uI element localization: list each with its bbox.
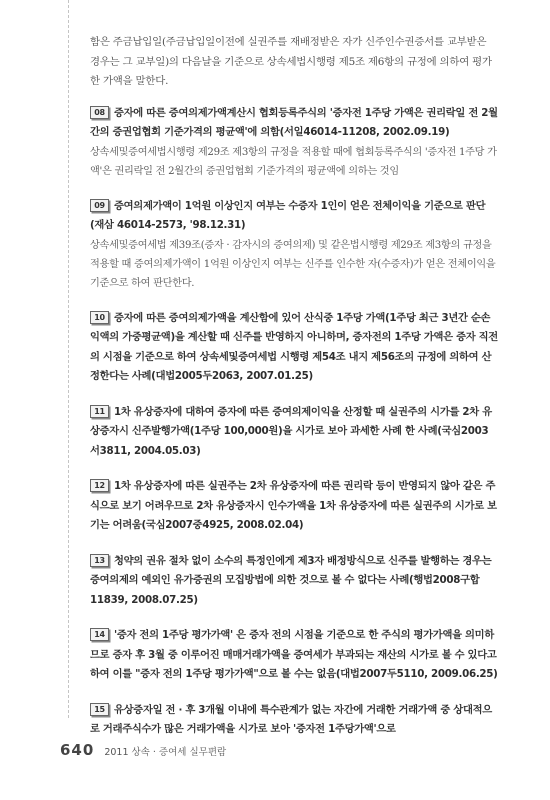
case-title [90, 309, 498, 387]
page-number: 640 [60, 741, 95, 759]
margin-rule [68, 0, 70, 718]
case-entry-12 [90, 477, 498, 536]
case-entry-08 [90, 104, 498, 181]
case-title [90, 104, 498, 143]
case-number-badge: 11 [90, 405, 109, 418]
case-title-text: 1차 유상증자에 따른 실권주는 2차 유상증자에 따른 권리락 등이 반영되지 않아 같은 주식으로 보기 어려우므로 2차 유상증자시 인수가액을 1차 유상증자에 따른 실권주의 시가로 보기는 어려움(국심2007중4925, 2008.02.04) [90, 480, 497, 531]
case-title [90, 197, 498, 236]
page-content [90, 33, 498, 756]
case-title [90, 701, 498, 740]
case-number-badge: 09 [90, 199, 109, 212]
case-entry-11 [90, 403, 498, 462]
case-body: 상속세및증여세법 제39조(증자 · 감자시의 증여의제) 및 같은법시행령 제29조 제3항의 규정을 적용할 때 증여의제가액이 1억원 이상인지 여부는 신주를 인수한 자(수증자)가 얻은 전체이익을 기준으로 하여 판단한다. [90, 239, 496, 289]
case-number-badge: 13 [90, 554, 109, 567]
case-title-text: 증여의제가액이 1억원 이상인지 여부는 수증자 1인이 얻은 전체이익을 기준으로 판단(재삼 46014-2573, '98.12.31) [90, 199, 486, 231]
case-title [90, 403, 498, 462]
case-entry-14 [90, 626, 498, 685]
case-body: 상속세및증여세법시행령 제29조 제3항의 규정을 적용할 때에 협회등록주식의 '증자전 1주당 가액'은 권리락일 전 2월간의 증권업협회 기준가격의 평균액에 의하는 것임 [90, 146, 497, 177]
case-title [90, 477, 498, 536]
case-entry-13 [90, 552, 498, 611]
case-title-text: 증자에 따른 증여의제가액을 계산함에 있어 산식중 1주당 가액(1주당 최근 3년간 순손익액의 가중평균액)을 계산할 때 신주를 반영하지 아니하며, 증자전의 1주당 가액은 증자 직전의 시점을 기준으로 하여 상속세및증여세법 시행령 제54조 내지 제56조의 규정에 의하여 산정한다는 사례(대법2005두2063, 2007.01.25) [90, 311, 498, 382]
page-footer [60, 740, 226, 760]
case-entry-10 [90, 309, 498, 387]
case-entry-15 [90, 701, 498, 740]
case-number-badge: 15 [90, 703, 109, 716]
case-title-text: '증자 전의 1주당 평가가액' 은 증자 전의 시점을 기준으로 한 주식의 평가가액을 의미하므로 증자 후 3월 중 이루어진 매매거래가액을 증여세가 부과되는 재산의 시가로 볼 수 있다고 하여 이를 "증자 전의 1주당 평가가액"으로 볼 수는 없음(대법2007두5110, 2009.06.25) [90, 629, 498, 680]
case-title [90, 626, 498, 685]
case-number-badge: 08 [90, 106, 109, 119]
intro-paragraph: 함은 주금납입일(주금납입일이전에 실권주를 재배정받은 자가 신주인수권증서를 교부받은 경우는 그 교부일)의 다음날을 기준으로 상속세법시행령 제5조 제6항의 규정에 의하여 평가한 가액을 말한다. [90, 36, 492, 87]
book-title: 2011 상속 · 증여세 실무편람 [104, 747, 227, 758]
case-entry-09 [90, 197, 498, 293]
case-title-text: 증자에 따른 증여의제가액계산시 협회등록주식의 '증자전 1주당 가액은 권리락일 전 2월간의 증권업협회 기준가격의 평균액'에 의함(서일46014-11208, 2002.09.19) [90, 106, 498, 138]
case-title-text: 1차 유상증자에 대하여 증자에 따른 증여의제이익을 산정할 때 실권주의 시가를 2차 유상증자시 신주발행가액(1주당 100,000원)을 시가로 보아 과세한 사례 한 사례(국심2003서3811, 2004.05.03) [90, 405, 492, 457]
case-number-badge: 10 [90, 311, 109, 324]
case-title-text: 유상증자일 전 · 후 3개월 이내에 특수관계가 없는 자간에 거래한 거래가액 중 상대적으로 거래주식수가 많은 거래가액을 시가로 보아 '증자전 1주당가액'으로 [90, 703, 492, 735]
case-number-badge: 14 [90, 628, 109, 641]
case-title [90, 552, 498, 611]
case-title-text: 청약의 권유 절차 없이 소수의 특정인에게 제3자 배정방식으로 신주를 발행하는 경우는 증여의제의 예외인 유가증권의 모집방법에 의한 것으로 볼 수 없다는 사례(행법2008구합11839, 2008.07.25) [90, 554, 492, 606]
case-number-badge: 12 [90, 479, 109, 492]
